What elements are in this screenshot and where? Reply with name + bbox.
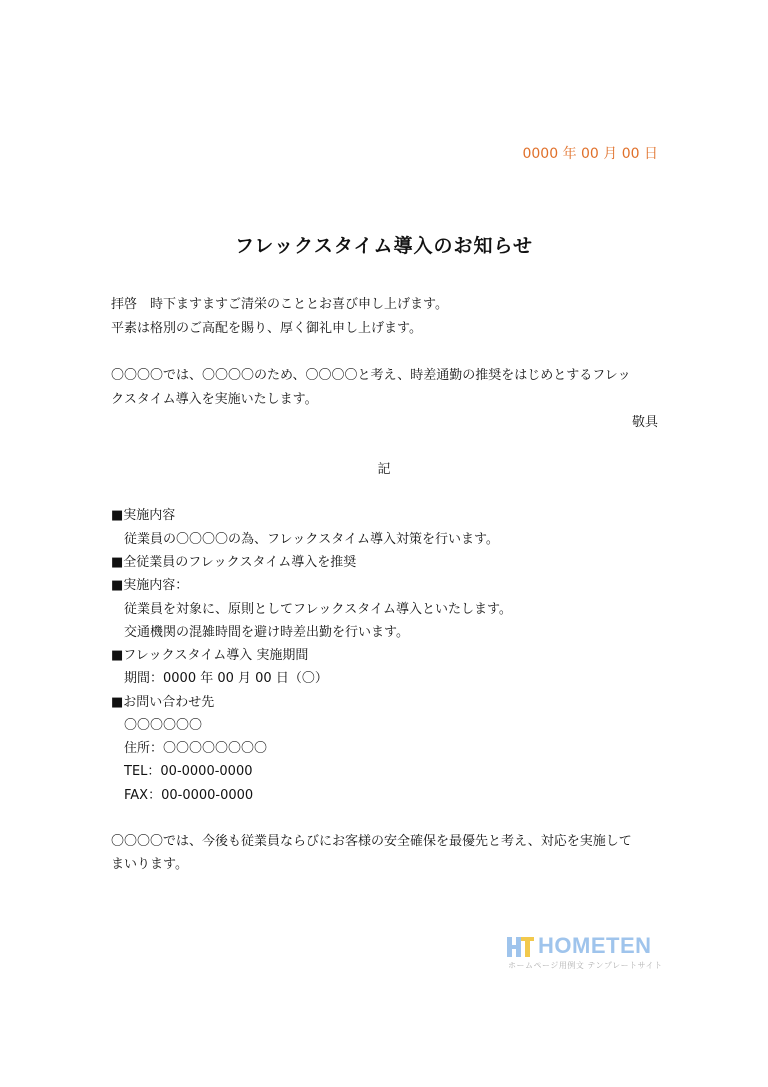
ki-heading: 記 [377,462,391,477]
body-line-2: クスタイム導入を実施いたします。 [111,392,318,407]
contact-name: 〇〇〇〇〇〇 [124,718,203,733]
greeting-line-1: 拝啓 時下ますますご清栄のこととお喜び申し上げます。 [111,297,448,312]
item-text-3a: 従業員を対象に、原則としてフレックスタイム導入といたします。 [124,602,512,617]
hometen-logo [506,935,666,975]
item-heading-5: ■お問い合わせ先 [111,695,215,710]
item-heading-3: ■実施内容： [111,578,189,593]
item-text-4: 期間：0000 年 00 月 00 日（〇） [124,671,328,686]
contact-address: 住所：〇〇〇〇〇〇〇〇 [124,741,268,756]
item-text-1: 従業員の〇〇〇〇の為、フレックスタイム導入対策を行います。 [124,532,499,547]
footer-line-1: 〇〇〇〇では、今後も従業員ならびにお客様の安全確保を最優先と考え、対応を実施して [111,834,632,849]
document-title: フレックスタイム導入のお知らせ [235,235,533,257]
closing-keigu: 敬具 [631,415,658,430]
hometen-logo-subtitle: ホームページ用例文 テンプレートサイト [508,961,663,970]
contact-tel: TEL：00-0000-0000 [124,764,253,779]
item-heading-2: ■全従業員のフレックスタイム導入を推奨 [111,555,357,570]
greeting-line-2: 平素は格別のご高配を賜り、厚く御礼申し上げます。 [111,321,422,336]
item-heading-4: ■フレックスタイム導入 実施期間 [111,648,309,663]
footer-line-2: まいります。 [111,857,188,872]
document-date: 0000 年 00 月 00 日 [522,146,658,162]
hometen-logo-text: HOMETEN [538,933,652,958]
contact-fax: FAX：00-0000-0000 [124,788,254,803]
body-line-1: 〇〇〇〇では、〇〇〇〇のため、〇〇〇〇と考え、時差通勤の推奨をはじめとするフレッ [111,368,631,383]
hometen-logo-mark-icon [506,935,536,959]
item-heading-1: ■実施内容 [111,508,176,523]
item-text-3b: 交通機関の混雑時間を避け時差出勤を行います。 [124,625,409,640]
